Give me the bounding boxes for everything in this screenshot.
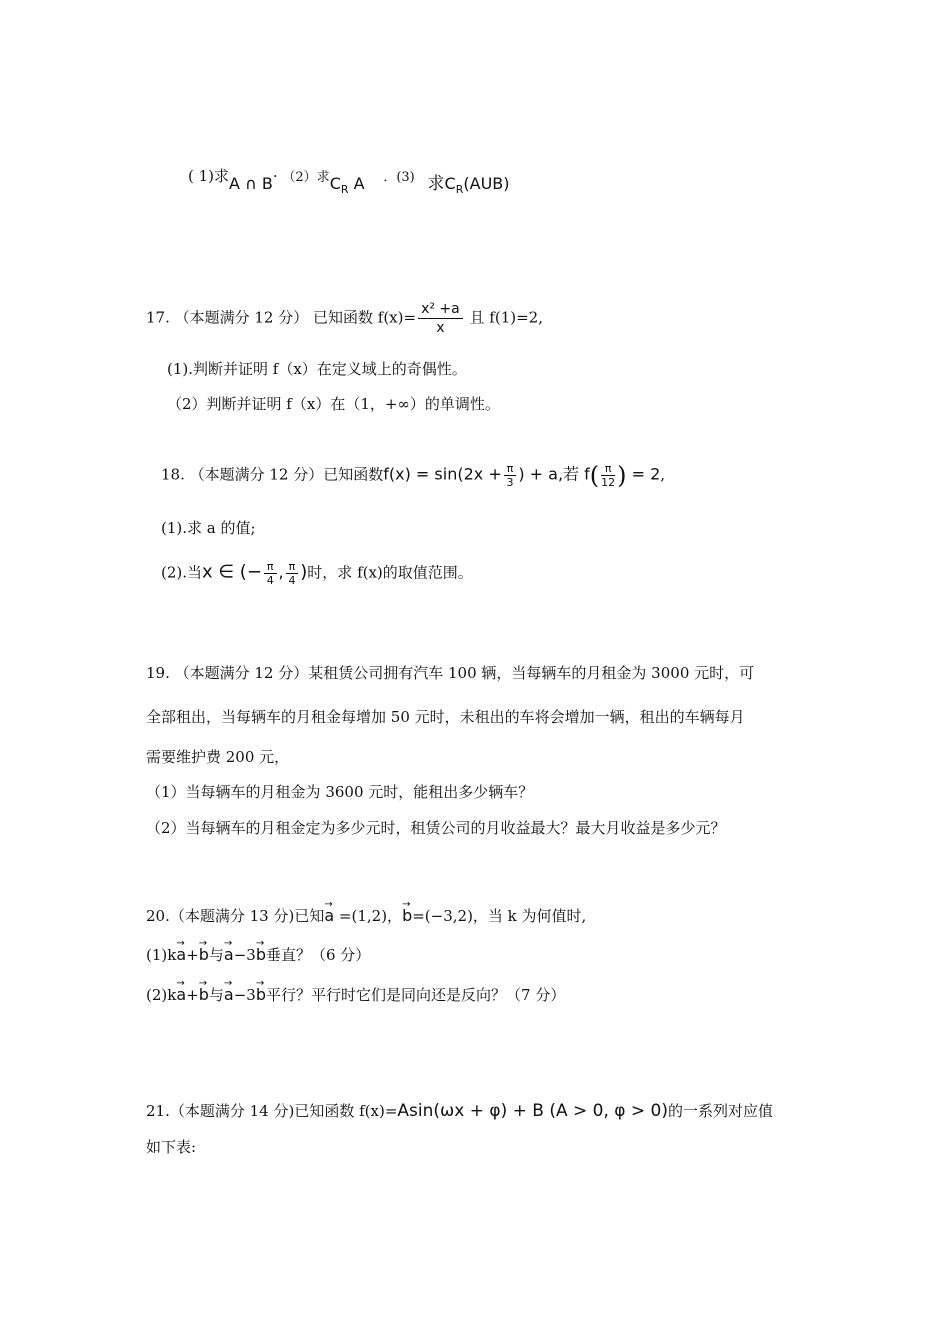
q17-heading (146, 300, 543, 337)
q18-sub2-tail: 时，求 f(x)的取值范围。 (307, 563, 473, 582)
q19-line3: 需要维护费 200 元， (146, 748, 290, 766)
q20-lead: 20.（本题满分 13 分)已知 (146, 907, 325, 925)
q18-math-f1: f(x) = sin(2x + (383, 464, 502, 484)
q18-comma: , (660, 465, 666, 484)
q18-math-f2: ) + a,若 f (518, 464, 590, 484)
q18-heading: 18. （本题满分 12 分）已知函数f(x) = sin(2x + $\frac{\pi}{3}$ ) + a,若 f( $\frac{\pi}{12}$ ) = 2, (161, 461, 666, 490)
q19-line2: 全部租出，当每辆车的月租金每增加 50 元时，未租出的车将会增加一辆，租出的车辆每月 (146, 708, 745, 726)
q19-sub1: （1）当每辆车的月租金为 3600 元时，能租出多少辆车？ (146, 783, 534, 801)
q16-part3-label: ．(3) (383, 170, 415, 185)
q20-b-value: =(−3,2)，当 k 为何值时, (412, 907, 587, 925)
q18-sub1: (1).求 a 的值; (161, 519, 256, 537)
q20-sub1: (1)k→ a+→ b与→ a−3→ b垂直？（6 分） (146, 944, 370, 966)
q17-tail: 且 f(1)=2, (464, 308, 543, 327)
q17-denominator: x (436, 320, 445, 336)
q20-vector-a: → a (324, 905, 334, 927)
q17-sub1: (1).判断并证明 f（x）在定义域上的奇偶性。 (167, 360, 467, 378)
q16-dot: · (272, 167, 278, 185)
q18-pi-over-12: $\frac{\pi}{12}$ (601, 462, 616, 489)
q17-sub2: （2）判断并证明 f（x）在（1，+∞）的单调性。 (167, 395, 500, 413)
q20-vector-b: → b (402, 905, 412, 927)
q17-fraction (418, 300, 463, 337)
q18-pi-over-3: $\frac{\pi}{3}$ (504, 462, 517, 489)
q18-sub2-lead: (2).当 (161, 563, 203, 582)
q19-line1: 19. （本题满分 12 分）某租赁公司拥有汽车 100 辆，当每辆车的月租金为 3000 元时，可 (146, 664, 755, 682)
q18-pi-over-4-left: $\frac{\pi}{4}$ (264, 560, 277, 587)
q16-line (188, 165, 510, 196)
q18-sub2-math: x ∈ (− (202, 561, 262, 583)
q18-math-f3: = 2 (626, 464, 661, 484)
q20-sub2-tail: 平行？平行时它们是同向还是反向？（7 分） (266, 986, 566, 1004)
q17-numerator: x² +a (418, 300, 463, 319)
q21-lead: 21.（本题满分 14 分)已知函数 f(x)= (146, 1102, 398, 1120)
q20-sub1-tail: 垂直？（6 分） (266, 946, 371, 964)
q17-lead: 17. （本题满分 12 分） 已知函数 f(x)= (146, 308, 417, 327)
q21-tail: 的一系列对应值 (667, 1102, 773, 1120)
q20-heading (146, 905, 586, 927)
q20-sub2: (2)k→ a+→ b与→ a−3→ b平行？平行时它们是同向还是反向？（7 分） (146, 984, 565, 1006)
q16-part1-label: ( 1)求 (188, 167, 230, 185)
q21-expression: Asin(ωx + φ) + B (A > 0, φ > 0) (397, 1101, 668, 1121)
q19-sub2: （2）当每辆车的月租金定为多少元时，租赁公司的月收益最大？最大月收益是多少元？ (146, 819, 726, 837)
q18-lead: 18. （本题满分 12 分）已知函数 (161, 465, 384, 484)
q21-heading (146, 1100, 773, 1122)
q16-part2-label: （2）求 (282, 170, 330, 185)
q16-part3-label2: 求 (427, 174, 445, 194)
q16-part2-math: $C_R$ A (329, 174, 365, 196)
q20-a-value: =(1,2)， (334, 907, 403, 925)
q18-sub2: (2).当x ∈ (− $\frac{\pi}{4}$ , $\frac{\pi}{4}$ )时，求 f(x)的取值范围。 (161, 560, 473, 587)
q16-part1-math: A ∩ B (229, 174, 273, 193)
q18-pi-over-4-right: $\frac{\pi}{4}$ (286, 560, 299, 587)
q21-line2: 如下表: (146, 1138, 197, 1156)
q16-part3-math: $C_R(AUB)$ (444, 174, 510, 196)
